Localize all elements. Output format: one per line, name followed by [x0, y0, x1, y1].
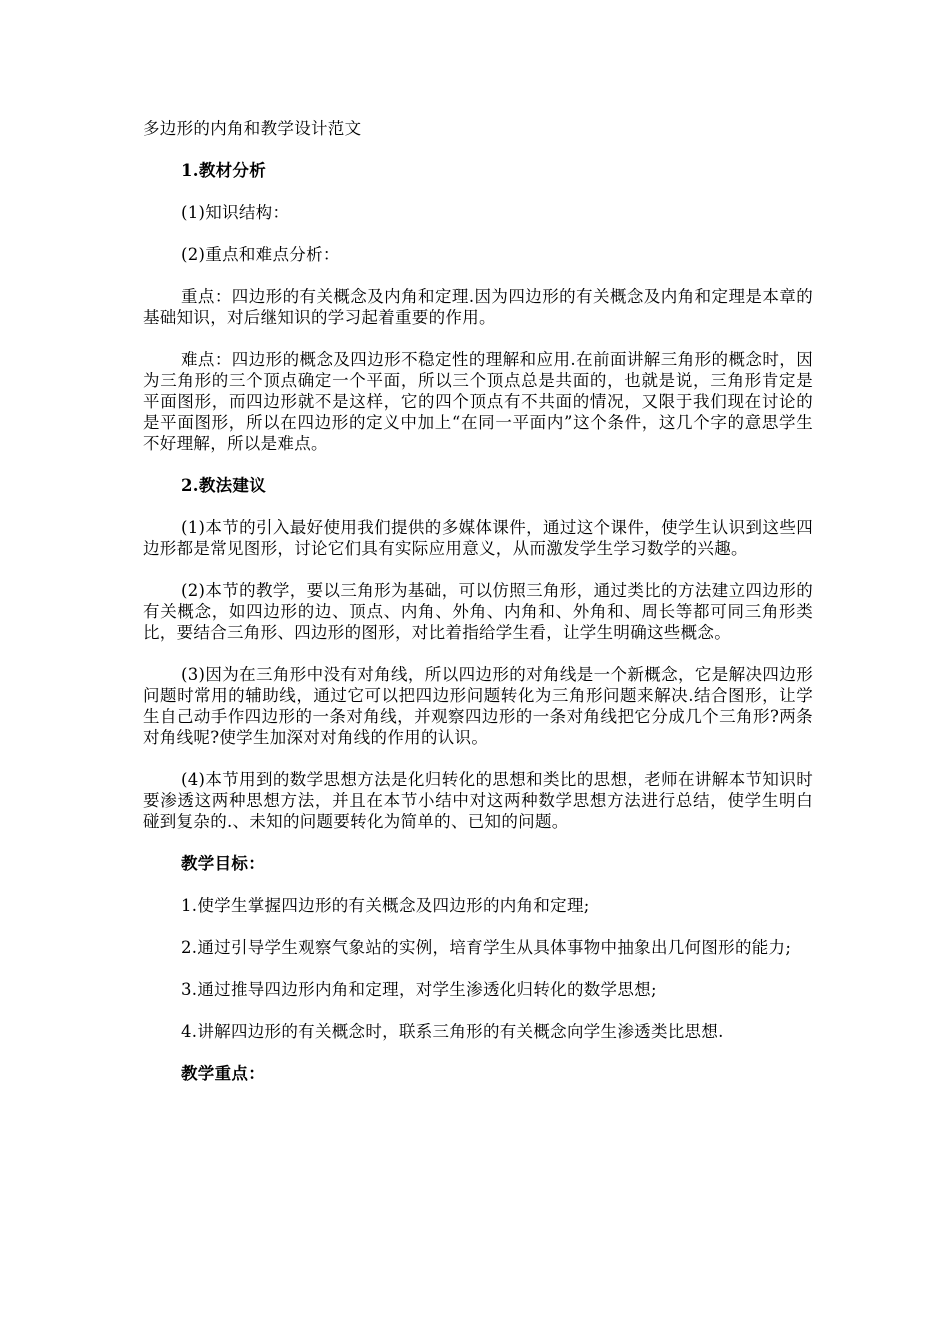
list-item: 4.讲解四边形的有关概念时，联系三角形的有关概念向学生渗透类比思想.: [181, 1022, 724, 1041]
document-body: [143, 118, 813, 1105]
document-title: 多边形的内角和教学设计范文: [143, 119, 362, 138]
section-heading: 2.教法建议: [181, 476, 267, 495]
paragraph: (1)知识结构：: [181, 203, 290, 222]
paragraph: 难点：四边形的概念及四边形不稳定性的理解和应用.在前面讲解三角形的概念时，因为三角形的三个顶点确定一个平面，所以三个顶点总是共面的，也就是说，三角形肯定是平面图形，而四边形就不是这样，它的四个顶点有不共面的情况，又限于我们现在讨论的是平面图形，所以在四边形的定义中加上“在同一平面内”这个条件，这几个字的意思学生不好理解，所以是难点。: [143, 350, 813, 453]
list-item: 2.通过引导学生观察气象站的实例，培育学生从具体事物中抽象出几何图形的能力;: [181, 938, 792, 957]
list-item: 1.使学生掌握四边形的有关概念及四边形的内角和定理;: [181, 896, 590, 915]
paragraph: 重点：四边形的有关概念及内角和定理.因为四边形的有关概念及内角和定理是本章的基础知识，对后继知识的学习起着重要的作用。: [143, 287, 813, 327]
section-heading: 教学目标：: [181, 854, 265, 873]
paragraph: (1)本节的引入最好使用我们提供的多媒体课件，通过这个课件，使学生认识到这些四边形都是常见图形，讨论它们具有实际应用意义，从而激发学生学习数学的兴趣。: [143, 518, 813, 558]
paragraph: (4)本节用到的数学思想方法是化归转化的思想和类比的思想，老师在讲解本节知识时要渗透这两种思想方法，并且在本节小结中对这两种数学思想方法进行总结，使学生明白碰到复杂的.、未知的问题要转化为简单的、已知的问题。: [143, 770, 813, 831]
paragraph: (2)本节的教学，要以三角形为基础，可以仿照三角形，通过类比的方法建立四边形的有关概念，如四边形的边、顶点、内角、外角、内角和、外角和、周长等都可同三角形类比，要结合三角形、四边形的图形，对比着指给学生看，让学生明确这些概念。: [143, 581, 813, 642]
section-heading: 1.教材分析: [181, 161, 267, 180]
list-item: 3.通过推导四边形内角和定理，对学生渗透化归转化的数学思想;: [181, 980, 657, 999]
section-heading: 教学重点：: [181, 1064, 265, 1083]
paragraph: (2)重点和难点分析：: [181, 245, 340, 264]
paragraph: (3)因为在三角形中没有对角线，所以四边形的对角线是一个新概念，它是解决四边形问题时常用的辅助线，通过它可以把四边形问题转化为三角形问题来解决.结合图形，让学生自己动手作四边形的一条对角线，并观察四边形的一条对角线把它分成几个三角形?两条对角线呢?使学生加深对对角线的作用的认识。: [143, 665, 813, 747]
